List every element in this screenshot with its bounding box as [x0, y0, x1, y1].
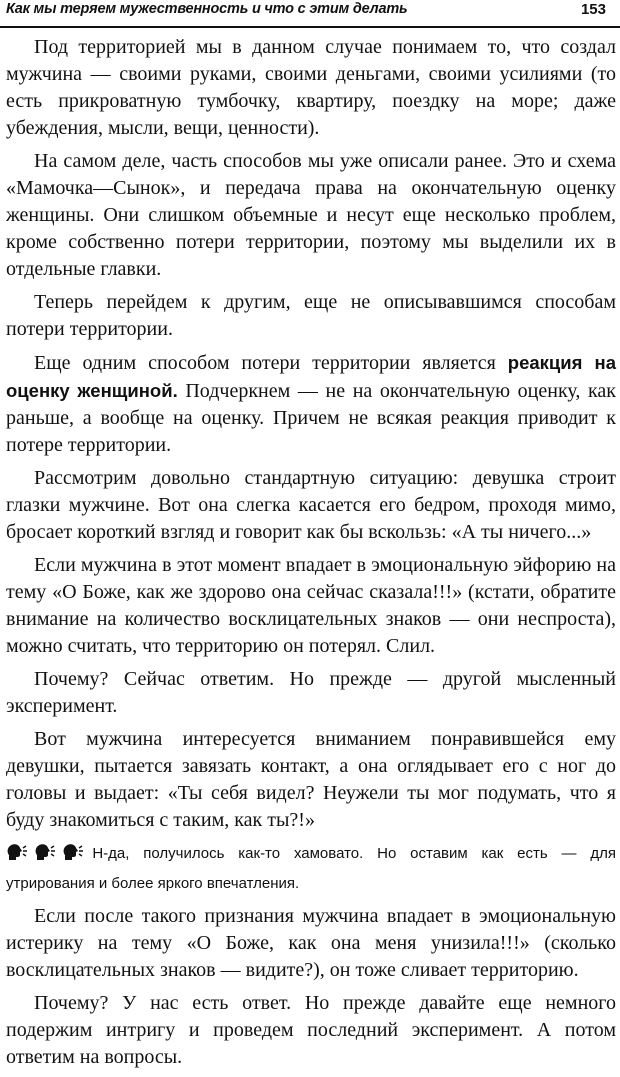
author-note [6, 840, 616, 897]
page-number: 153 [580, 1, 606, 18]
paragraph: Почему? Сейчас ответим. Но прежде — другой мысленный эксперимент. [6, 668, 616, 717]
paragraph: На самом деле, часть способов мы уже описали ранее. Это и схема «Мамочка—Сынок», и передача права на окончательную оценку женщины. Они слишком объемные и несут еще несколько проблем, кроме собственно потери территории, поэтому мы выделили их в отдельные главки. [6, 150, 616, 280]
bold-term: реакция на оценку женщиной. [6, 352, 617, 401]
paragraph-text: Подчеркнем — не на окончательную оценку, как раньше, а вообще на оценку. Причем не всякая реакция приводит к потере территории. [6, 380, 617, 456]
note-text: Н-да, получилось как-то хамовато. Но оставим как есть — для утрирования и более яркого впечатления. [6, 845, 616, 892]
paragraph: Если мужчина в этот момент впадает в эмоциональную эйфорию на тему «О Боже, как же здорово она сейчас сказала!!!» (кстати, обратите внимание на количество восклицательных знаков — они неспроста), можно считать, что территорию он потерял. Слил. [6, 554, 616, 657]
paragraph [6, 349, 616, 459]
page-body [6, 34, 616, 1077]
paragraph: Почему? У нас есть ответ. Но прежде давайте еще немного подержим интригу и проведем последний эксперимент. А потом ответим на вопросы. [6, 992, 616, 1068]
paragraph: Теперь перейдем к другим, еще не описывавшимся способам потери территории. [6, 291, 616, 340]
running-title: Как мы теряем мужественность и что с этим делать [6, 1, 408, 17]
page-header [0, 0, 620, 28]
paragraph: Рассмотрим довольно стандартную ситуацию: девушка строит глазки мужчине. Вот она слегка касается его бедром, проходя мимо, бросает короткий взгляд и говорит как бы вскользь: «А ты ничего...» [6, 467, 616, 543]
paragraph: Вот мужчина интересуется вниманием понравившейся ему девушки, пытается завязать контакт, а она оглядывает его с ног до головы и выдает: «Ты себя видел? Неужели ты мог подумать, что я буду знакомиться с таким, как ты?!» [6, 728, 616, 831]
paragraph: Под территорией мы в данном случае понимаем то, что создал мужчина — своими руками, своими деньгами, своими усилиями (то есть прикроватную тумбочку, квартиру, поездку на море; даже убеждения, мысли, вещи, ценности). [6, 36, 616, 139]
speaking-heads-icon [6, 843, 86, 870]
paragraph-text: Еще одним способом потери территории является [34, 352, 508, 374]
header-rule [0, 26, 620, 28]
paragraph: Если после такого признания мужчина впадает в эмоциональную истерику на тему «О Боже, как она меня унизила!!!» (сколько восклицательных знаков — видите?), он тоже сливает территорию. [6, 905, 616, 981]
